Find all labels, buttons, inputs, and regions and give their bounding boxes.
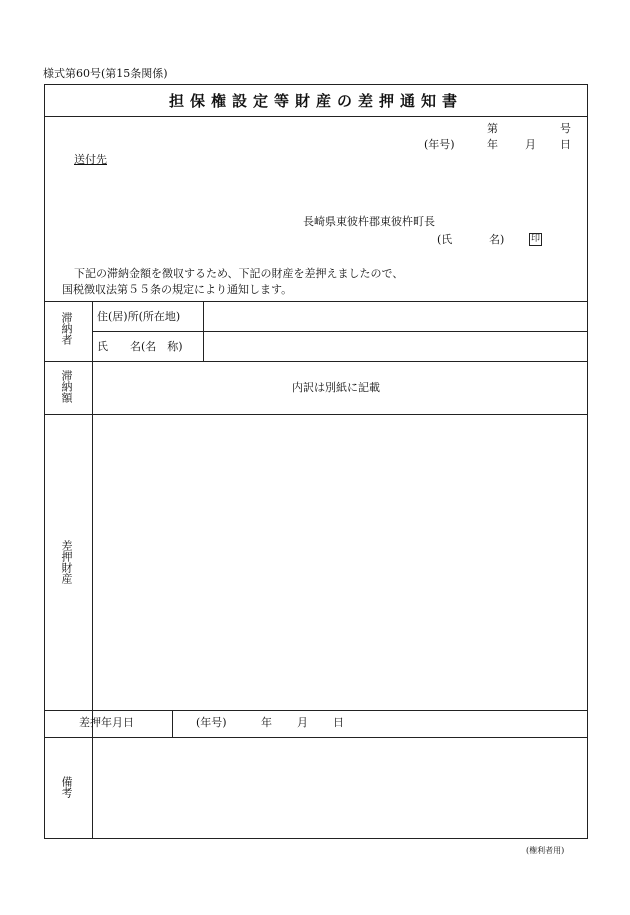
divider	[44, 116, 588, 117]
seal-mark: 印	[530, 234, 540, 244]
address-label: 住(居)所(所在地)	[97, 310, 181, 323]
remarks-label: 備考	[60, 776, 73, 798]
divider	[44, 361, 588, 362]
date-month: 月	[525, 138, 536, 151]
footer-note: (権利者用)	[526, 846, 565, 855]
date-era: (年号)	[424, 138, 455, 151]
form-number-label: 様式第60号(第15条関係)	[43, 67, 168, 80]
divider	[44, 710, 588, 711]
address-field[interactable]	[204, 302, 587, 331]
seized-property-label: 差押財産	[60, 540, 73, 584]
name-field[interactable]	[204, 332, 587, 360]
seizure-date-year: 年	[261, 716, 272, 729]
seizure-date-era: (年号)	[196, 716, 227, 729]
notice-body-line2: 国税徴収法第５５条の規定により通知します。	[62, 283, 293, 296]
recipient-label: 送付先	[74, 153, 107, 166]
seizure-date-label: 差押年月日	[79, 716, 134, 729]
name-close: 名)	[489, 233, 505, 246]
divider	[172, 710, 173, 737]
amount-value: 内訳は別紙に記載	[292, 381, 380, 394]
date-day: 日	[560, 138, 571, 151]
name-open: (氏	[437, 233, 453, 246]
remarks-field[interactable]	[93, 738, 587, 838]
number-dai: 第	[487, 122, 498, 135]
delinquent-label: 滞納者	[60, 312, 73, 345]
seizure-date-day: 日	[333, 716, 344, 729]
name-label: 氏 名(名 称)	[97, 340, 183, 353]
seized-property-field[interactable]	[93, 415, 587, 709]
number-go: 号	[560, 122, 571, 135]
seizure-date-month: 月	[297, 716, 308, 729]
document-title: 担保権設定等財産の差押通知書	[168, 91, 463, 110]
notice-body-line1: 下記の滞納金額を徴収するため、下記の財産を差押えましたので、	[74, 267, 404, 280]
amount-label: 滞納額	[60, 370, 73, 403]
title-row	[44, 84, 588, 116]
date-year: 年	[487, 138, 498, 151]
issuer-name: 長崎県東彼杵郡東彼杵町長	[303, 215, 435, 228]
